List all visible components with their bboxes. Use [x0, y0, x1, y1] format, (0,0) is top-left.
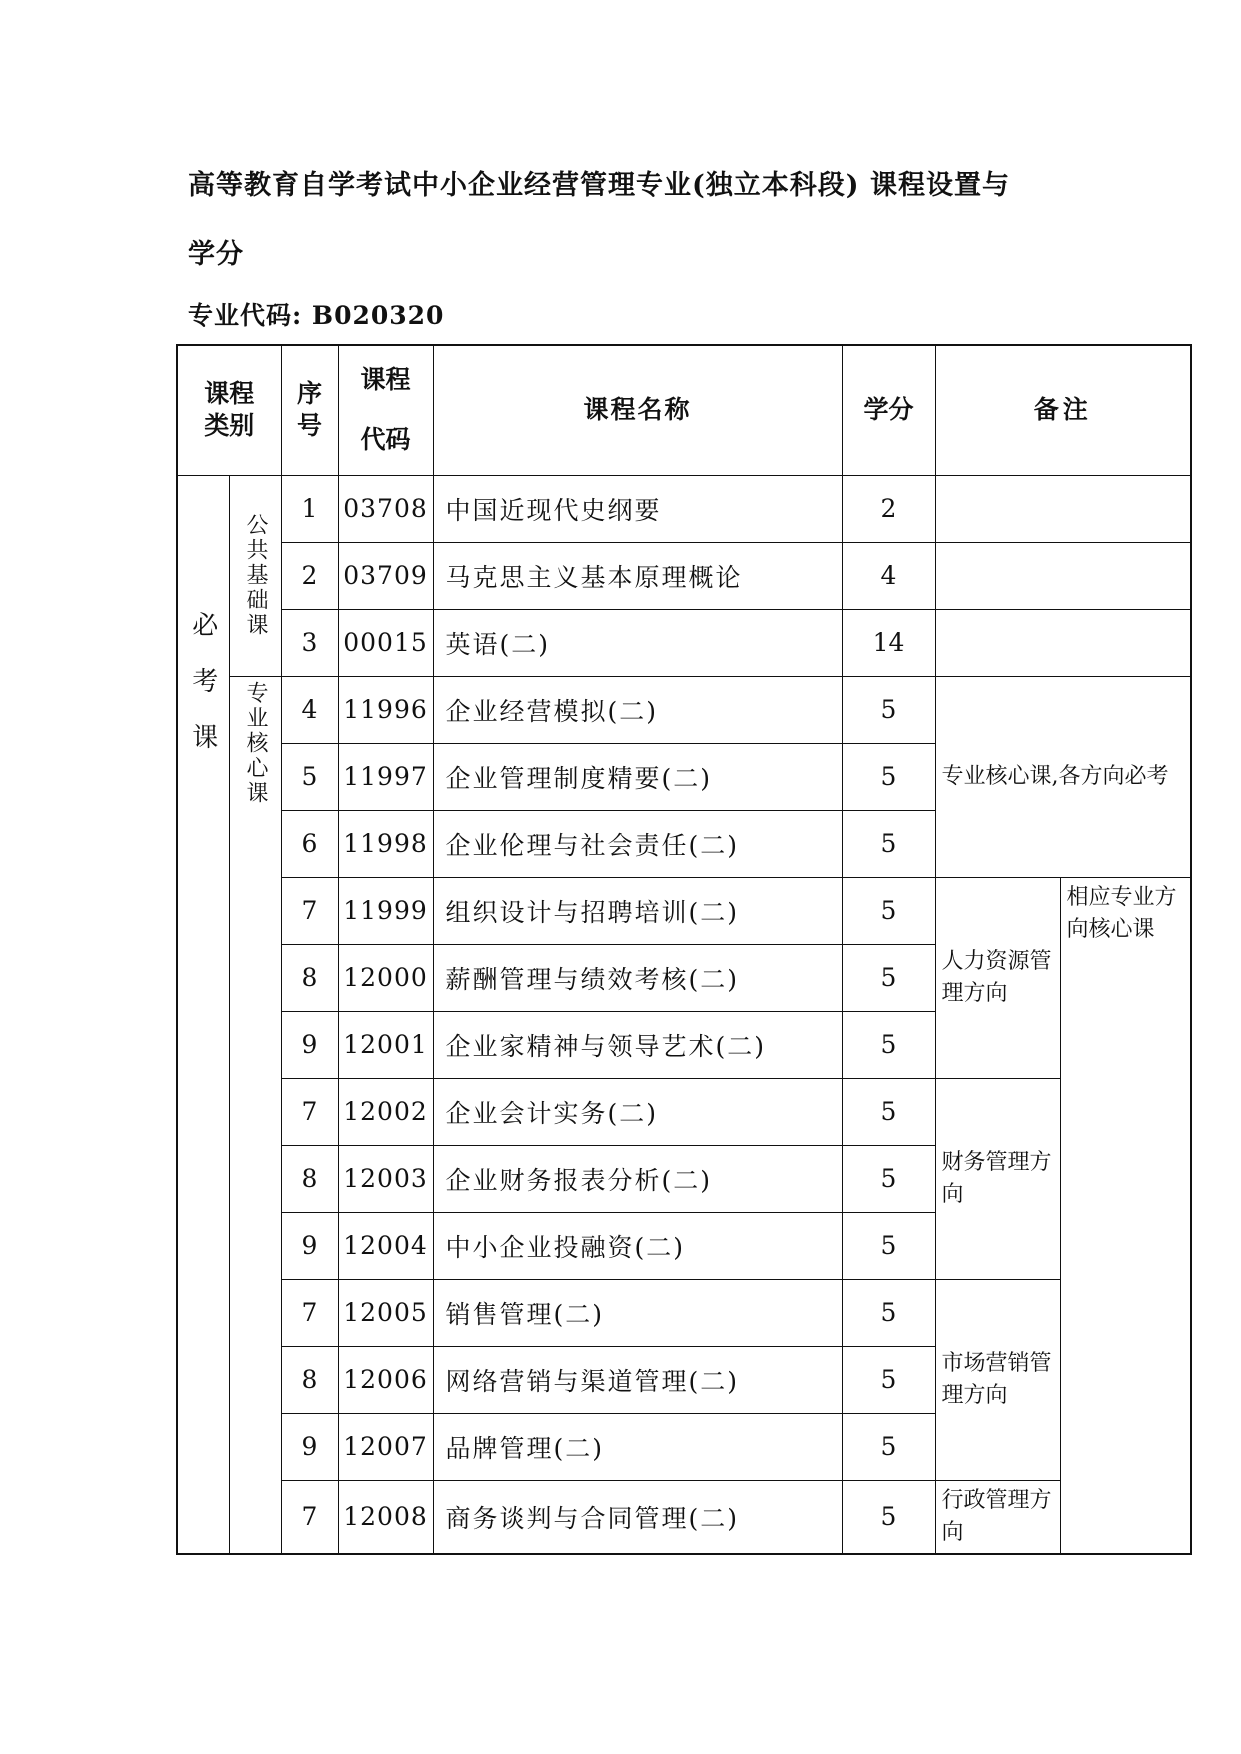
cell-credit: 5 — [842, 1212, 935, 1279]
header-code-line-1: 课程 — [360, 365, 411, 395]
cell-credit: 5 — [842, 810, 935, 877]
header-category-line-2: 类别 — [204, 411, 255, 441]
cell-credit: 5 — [842, 877, 935, 944]
cell-name: 英语(二) — [433, 609, 842, 676]
cell-code: 11997 — [338, 743, 433, 810]
cell-seq: 7 — [281, 1078, 338, 1145]
cell-name: 组织设计与招聘培训(二) — [433, 877, 842, 944]
cell-credit: 5 — [842, 1279, 935, 1346]
cell-seq: 5 — [281, 743, 338, 810]
document-title-line-2: 学分 — [188, 239, 244, 270]
cell-name: 企业会计实务(二) — [433, 1078, 842, 1145]
table-row — [177, 676, 1191, 743]
cell-name: 马克思主义基本原理概论 — [433, 542, 842, 609]
cell-credit: 5 — [842, 1078, 935, 1145]
header-name: 课程名称 — [433, 345, 842, 475]
group-required-label: 必考课 — [187, 610, 218, 779]
header-code — [338, 345, 433, 475]
cell-name: 品牌管理(二) — [433, 1413, 842, 1480]
cell-credit: 2 — [842, 475, 935, 542]
table-row — [177, 1480, 1191, 1554]
remark-marketing: 市场营销管理方向 — [935, 1279, 1060, 1480]
cell-name: 中国近现代史纲要 — [433, 475, 842, 542]
cell-credit: 5 — [842, 1011, 935, 1078]
cell-seq: 7 — [281, 877, 338, 944]
cell-code: 12005 — [338, 1279, 433, 1346]
cell-name: 网络营销与渠道管理(二) — [433, 1346, 842, 1413]
cell-credit: 14 — [842, 609, 935, 676]
cell-code: 12003 — [338, 1145, 433, 1212]
cell-remark-empty — [935, 542, 1191, 609]
document-title-line-1: 高等教育自学考试中小企业经营管理专业(独立本科段) 课程设置与 — [188, 170, 1010, 201]
cell-seq: 7 — [281, 1279, 338, 1346]
cell-seq: 6 — [281, 810, 338, 877]
cell-name: 中小企业投融资(二) — [433, 1212, 842, 1279]
cell-code: 12002 — [338, 1078, 433, 1145]
cell-seq: 7 — [281, 1480, 338, 1554]
cell-credit: 5 — [842, 1480, 935, 1554]
cell-code: 12004 — [338, 1212, 433, 1279]
cell-name: 企业经营模拟(二) — [433, 676, 842, 743]
group-major-core-label: 专业核心课 — [243, 680, 268, 806]
remark-finance: 财务管理方向 — [935, 1078, 1060, 1279]
table-row — [177, 1279, 1191, 1346]
cell-name: 薪酬管理与绩效考核(二) — [433, 944, 842, 1011]
course-rows — [177, 475, 1191, 1554]
cell-code: 11999 — [338, 877, 433, 944]
course-table — [176, 344, 1192, 1555]
cell-code: 03709 — [338, 542, 433, 609]
cell-seq: 9 — [281, 1413, 338, 1480]
cell-seq: 8 — [281, 1145, 338, 1212]
cell-name: 企业管理制度精要(二) — [433, 743, 842, 810]
cell-seq: 8 — [281, 1346, 338, 1413]
cell-seq: 3 — [281, 609, 338, 676]
group-public-basic — [229, 475, 281, 676]
header-seq — [281, 345, 338, 475]
cell-remark-empty — [935, 609, 1191, 676]
remark-hr: 人力资源管理方向 — [935, 877, 1060, 1078]
cell-code: 03708 — [338, 475, 433, 542]
cell-code: 12008 — [338, 1480, 433, 1554]
header-category-line-1: 课程 — [204, 379, 255, 409]
table-row — [177, 475, 1191, 542]
cell-credit: 5 — [842, 743, 935, 810]
cell-code: 12006 — [338, 1346, 433, 1413]
group-required — [177, 475, 229, 1554]
header-row — [177, 345, 1191, 410]
cell-code: 12001 — [338, 1011, 433, 1078]
header-remark: 备注 — [935, 345, 1191, 475]
remark-direction-core: 相应专业方向核心课 — [1060, 877, 1191, 1554]
cell-seq: 4 — [281, 676, 338, 743]
remark-admin: 行政管理方向 — [935, 1480, 1060, 1554]
cell-seq: 9 — [281, 1212, 338, 1279]
cell-credit: 5 — [842, 944, 935, 1011]
cell-credit: 4 — [842, 542, 935, 609]
header-code-line-2: 代码 — [360, 425, 411, 455]
cell-remark-empty — [935, 475, 1191, 542]
cell-code: 00015 — [338, 609, 433, 676]
cell-name: 企业伦理与社会责任(二) — [433, 810, 842, 877]
table-row — [177, 542, 1191, 609]
cell-credit: 5 — [842, 1346, 935, 1413]
cell-credit: 5 — [842, 1145, 935, 1212]
table-row — [177, 1078, 1191, 1145]
cell-name: 企业家精神与领导艺术(二) — [433, 1011, 842, 1078]
cell-credit: 5 — [842, 1413, 935, 1480]
cell-seq: 9 — [281, 1011, 338, 1078]
cell-seq: 8 — [281, 944, 338, 1011]
cell-seq: 1 — [281, 475, 338, 542]
group-major-core — [229, 676, 281, 1554]
table-row — [177, 609, 1191, 676]
cell-name: 商务谈判与合同管理(二) — [433, 1480, 842, 1554]
cell-code: 12000 — [338, 944, 433, 1011]
cell-code: 11996 — [338, 676, 433, 743]
header-seq-line-1: 序 — [296, 379, 322, 409]
cell-code: 11998 — [338, 810, 433, 877]
cell-code: 12007 — [338, 1413, 433, 1480]
remark-core: 专业核心课,各方向必考 — [935, 676, 1191, 877]
header-seq-line-2: 号 — [296, 411, 322, 441]
group-public-basic-label: 公共基础课 — [243, 513, 268, 638]
cell-credit: 5 — [842, 676, 935, 743]
cell-seq: 2 — [281, 542, 338, 609]
cell-name: 销售管理(二) — [433, 1279, 842, 1346]
table-row — [177, 877, 1191, 944]
major-code: 专业代码: B020320 — [188, 301, 445, 330]
header-category — [177, 345, 281, 475]
cell-name: 企业财务报表分析(二) — [433, 1145, 842, 1212]
header-credit: 学分 — [842, 345, 935, 475]
